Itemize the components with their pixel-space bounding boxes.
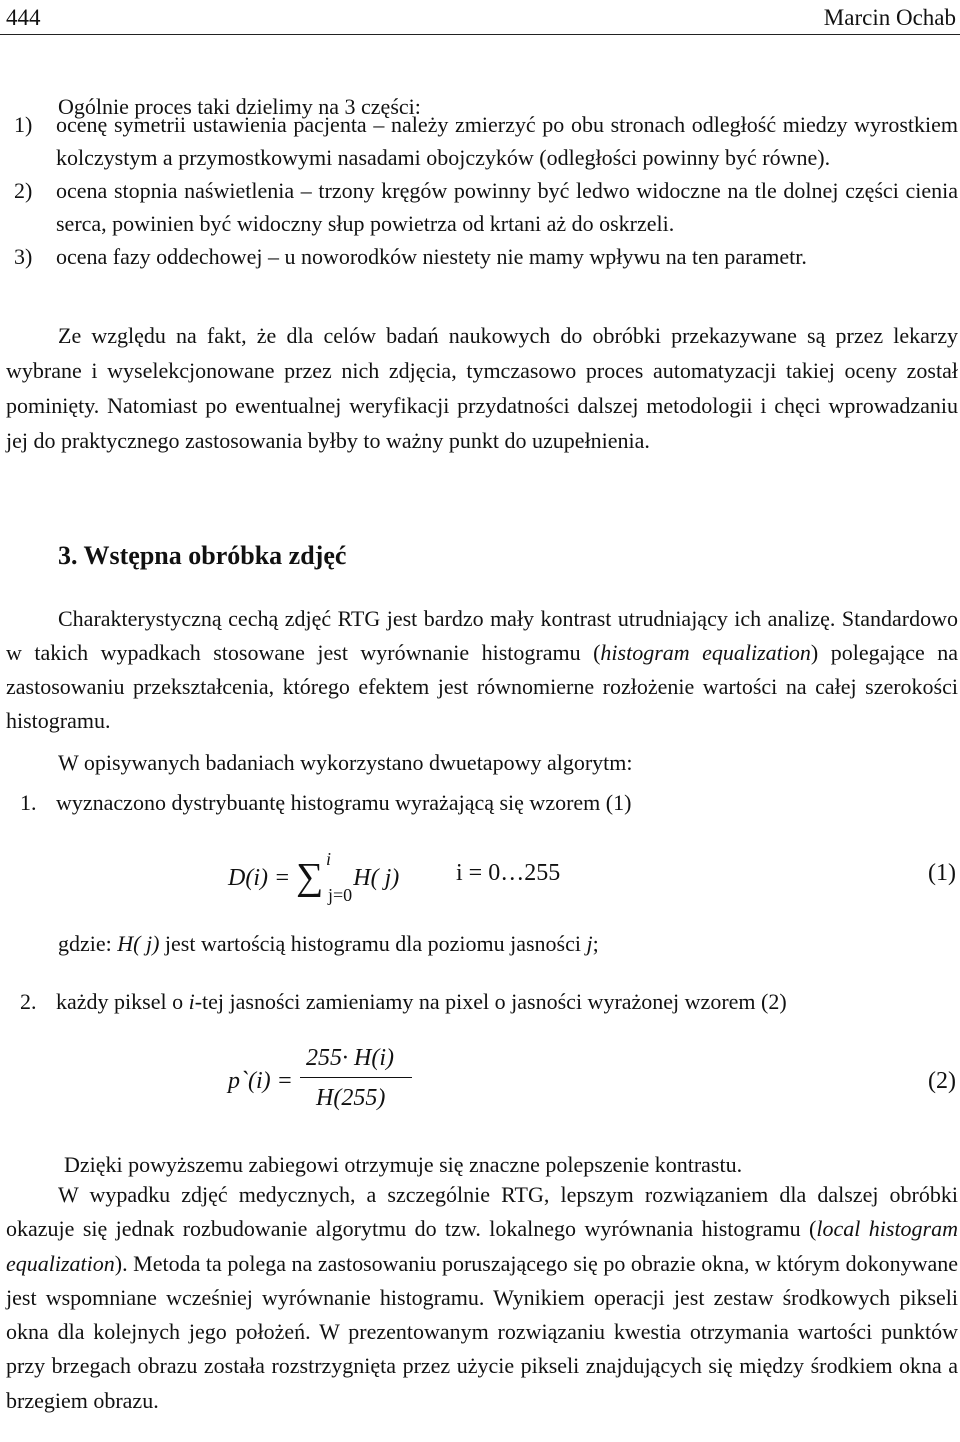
list-item-text: ocenę symetrii ustawienia pacjenta – należy zmierzyć po obu stronach odległość miedzy wyrostkiem kolczystym a przymostkowymi nasadami obojczyków (odległości powinny być równe). bbox=[56, 112, 958, 170]
list-item bbox=[0, 174, 960, 240]
list-item bbox=[0, 108, 960, 174]
formula-1 bbox=[0, 845, 960, 905]
explanation-prefix: gdzie: bbox=[58, 931, 118, 956]
running-author: Marcin Ochab bbox=[823, 5, 956, 30]
algorithm-step-1 bbox=[20, 786, 631, 819]
italic-term: local histogram equalization bbox=[6, 1216, 959, 1276]
sum-lower-limit: j=0 bbox=[328, 885, 353, 905]
paragraph-local-equalization bbox=[6, 1178, 958, 1418]
paragraph-text: ) polegające na zastosowaniu przekształcenia, którego efektem jest równomierne rozłożenie wartości na całej szerokości histogramu. bbox=[6, 640, 959, 733]
formula-2-lhs: p`(i) = bbox=[228, 1068, 293, 1094]
list-item-number: 1) bbox=[14, 112, 33, 137]
list-item-text: ocena fazy oddechowej – u noworodków niestety nie mamy wpływu na ten parametr. bbox=[56, 244, 807, 269]
italic-term: histogram equalization bbox=[600, 640, 811, 665]
intro-line: Ogólnie proces taki dzielimy na 3 części: bbox=[58, 94, 421, 119]
explanation-text: jest wartością histogramu dla poziomu jasności bbox=[159, 931, 587, 956]
step-text: wyznaczono dystrybuantę histogramu wyrażającą się wzorem (1) bbox=[56, 790, 632, 815]
step-number: 1. bbox=[20, 790, 37, 815]
explanation-symbol-h: H( j) bbox=[117, 931, 160, 956]
equation-number-2: (2) bbox=[928, 1068, 956, 1094]
sum-symbol: ∑ bbox=[296, 856, 324, 898]
formula-1-range: i = 0…255 bbox=[456, 860, 561, 886]
step-symbol-i: i bbox=[188, 989, 195, 1014]
steps-list bbox=[0, 108, 960, 273]
step-text: każdy piksel o bbox=[56, 989, 189, 1014]
fraction-bar bbox=[300, 1077, 412, 1078]
page-header bbox=[0, 0, 960, 35]
step-number: 2. bbox=[20, 989, 37, 1014]
list-item-number: 2) bbox=[14, 178, 33, 203]
formula-2-numerator: 255· H(i) bbox=[306, 1045, 394, 1071]
page-number: 444 bbox=[6, 5, 41, 30]
paragraph-text: Charakterystyczną cechą zdjęć RTG jest bardzo mały kontrast utrudniający ich analizę. Standardowo w takich wypadkach stosowane jest wyrównanie histogramu ( bbox=[6, 606, 958, 665]
formula-1-expression bbox=[228, 849, 400, 905]
explanation-suffix: ; bbox=[592, 931, 599, 956]
paragraph-automation bbox=[6, 318, 958, 458]
list-item-text: ocena stopnia naświetlenia – trzony kręgów powinny być ledwo widoczne na tle dolnej części cienia serca, powinien być widoczny słup powietrza od krtani aż do oskrzeli. bbox=[56, 178, 958, 236]
algorithm-step-2 bbox=[20, 985, 787, 1018]
step-text: -tej jasności zamieniamy na pixel o jasności wyrażonej wzorem (2) bbox=[194, 989, 787, 1014]
explanation-symbol-j: j bbox=[586, 931, 593, 956]
sum-upper-limit: i bbox=[326, 849, 332, 869]
list-item bbox=[0, 240, 960, 273]
paragraph-algorithm: W opisywanych badaniach wykorzystano dwuetapowy algorytm: bbox=[58, 750, 633, 775]
equation-number-1: (1) bbox=[928, 860, 956, 886]
paragraph-text: W wypadku zdjęć medycznych, a szczególnie RTG, lepszym rozwiązaniem dla dalszej obróbki okazuje się jednak rozbudowanie algorytmu do tzw. lokalnego wyrównania histogramu ( bbox=[6, 1182, 958, 1242]
list-item-number: 3) bbox=[14, 244, 33, 269]
paragraph-text: ). Metoda ta polega na zastosowaniu poruszającego się po obrazie okna, w którym dokonywane jest wspomniane wcześniej wyrównanie histogramu. Wynikiem operacji jest zestaw środkowych pikseli okna dla kolejnych jego położeń. W prezentowanym rozwiązaniu kwestia otrzymania wartości punktów przy brzegach obrazu została rozstrzygnięta przez użycie pikseli znajdujących się między środkiem okna a brzegiem obrazu. bbox=[6, 1250, 958, 1413]
formula-2 bbox=[0, 1040, 960, 1120]
paragraph-contrast bbox=[6, 602, 958, 738]
section-heading: 3. Wstępna obróbka zdjęć bbox=[58, 541, 347, 570]
formula-1-explanation bbox=[58, 927, 599, 960]
paragraph-result: Dzięki powyższemu zabiegowi otrzymuje się znaczne polepszenie kontrastu. bbox=[64, 1152, 743, 1177]
formula-1-lhs: D(i) = bbox=[228, 865, 291, 891]
formula-1-term: H( j) bbox=[353, 865, 400, 891]
formula-2-denominator: H(255) bbox=[316, 1085, 386, 1111]
paragraph-text: Ze względu na fakt, że dla celów badań naukowych do obróbki przekazywane są przez lekarzy wybrane i wyselekcjonowane przez nich zdjęcia, tymczasowo proces automatyzacji takiej oceny został pominięty. Natomiast po ewentualnej weryfikacji przydatności dalszej metodologii i chęci wprowadzaniu jej do praktycznego zastosowania byłby to ważny punkt do uzupełnienia. bbox=[6, 323, 958, 453]
